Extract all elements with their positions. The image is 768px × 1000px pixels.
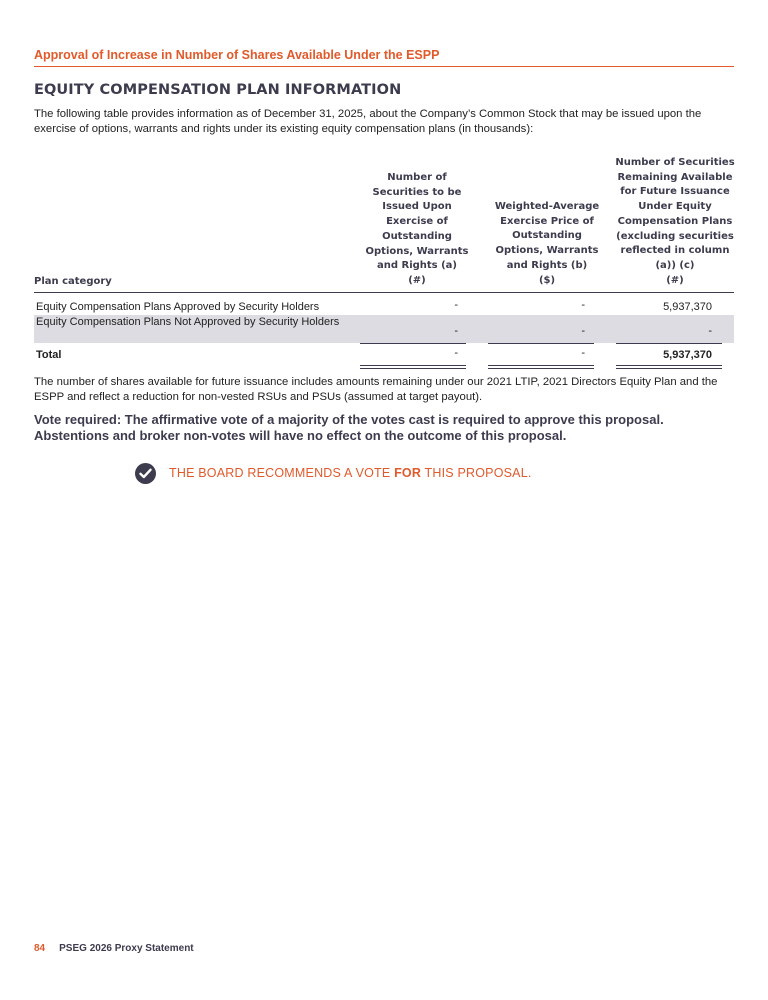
table-row [34,315,734,343]
cell-c: 5,937,370 [663,301,712,313]
header-plan-category: Plan category [34,276,112,287]
board-recommendation [135,462,532,484]
total-double-rule-a [360,365,466,369]
document-title: PSEG 2026 Proxy Statement [59,943,194,954]
cell-b: - [581,347,585,359]
page-title: EQUITY COMPENSATION PLAN INFORMATION [34,82,402,98]
total-rule-a [360,343,466,344]
intro-paragraph: The following table provides information as of December 31, 2025, about the Company’s Common Stock that may be issued upon the exercise of options, warrants and rights under its existing equity compensation plans (in thousands): [34,108,702,135]
page-footer [34,943,194,954]
header-column-a: Number of Securities to be Issued Upon Exercise of Outstanding Options, Warrants and Rights (a) (#) [365,172,469,286]
table-row [34,300,734,314]
cell-a: - [454,325,458,337]
total-double-rule-b [488,365,594,369]
row-label: Equity Compensation Plans Approved by Security Holders [36,301,320,313]
cell-c: 5,937,370 [663,349,712,361]
page-number: 84 [34,943,46,954]
recommendation-text: THE BOARD RECOMMENDS A VOTE FOR THIS PROPOSAL. [169,466,532,480]
cell-b: - [581,299,585,311]
total-rule-c [616,343,722,344]
total-rule-b [488,343,594,344]
cell-a: - [454,347,458,359]
header-column-c: Number of Securities Remaining Available for Future Issuance Under Equity Compensation Plans (excluding securities reflected in column (a)) (c) (#) [615,157,735,286]
cell-a: - [454,299,458,311]
section-header: Approval of Increase in Number of Shares Available Under the ESPP [34,48,734,67]
total-double-rule-c [616,365,722,369]
row-label: Equity Compensation Plans Not Approved by Security Holders [36,316,340,328]
row-label: Total [36,349,62,361]
cell-c: - [708,325,712,337]
checkmark-circle-icon [135,463,156,484]
header-divider [34,292,734,293]
cell-b: - [581,325,585,337]
vote-required: Vote required: The affirmative vote of a majority of the votes cast is required to approve this proposal. Abstentions and broker non-votes will have no effect on the outcome of this proposal. [34,412,664,443]
table-row-total [34,347,734,367]
header-column-b: Weighted-Average Exercise Price of Outstanding Options, Warrants and Rights (b) ($) [494,201,600,286]
footnote: The number of shares available for future issuance includes amounts remaining under our 2021 LTIP, 2021 Directors Equity Plan and the ESPP and reflect a reduction for non-vested RSUs and PSUs (assumed at target payout). [34,376,718,403]
